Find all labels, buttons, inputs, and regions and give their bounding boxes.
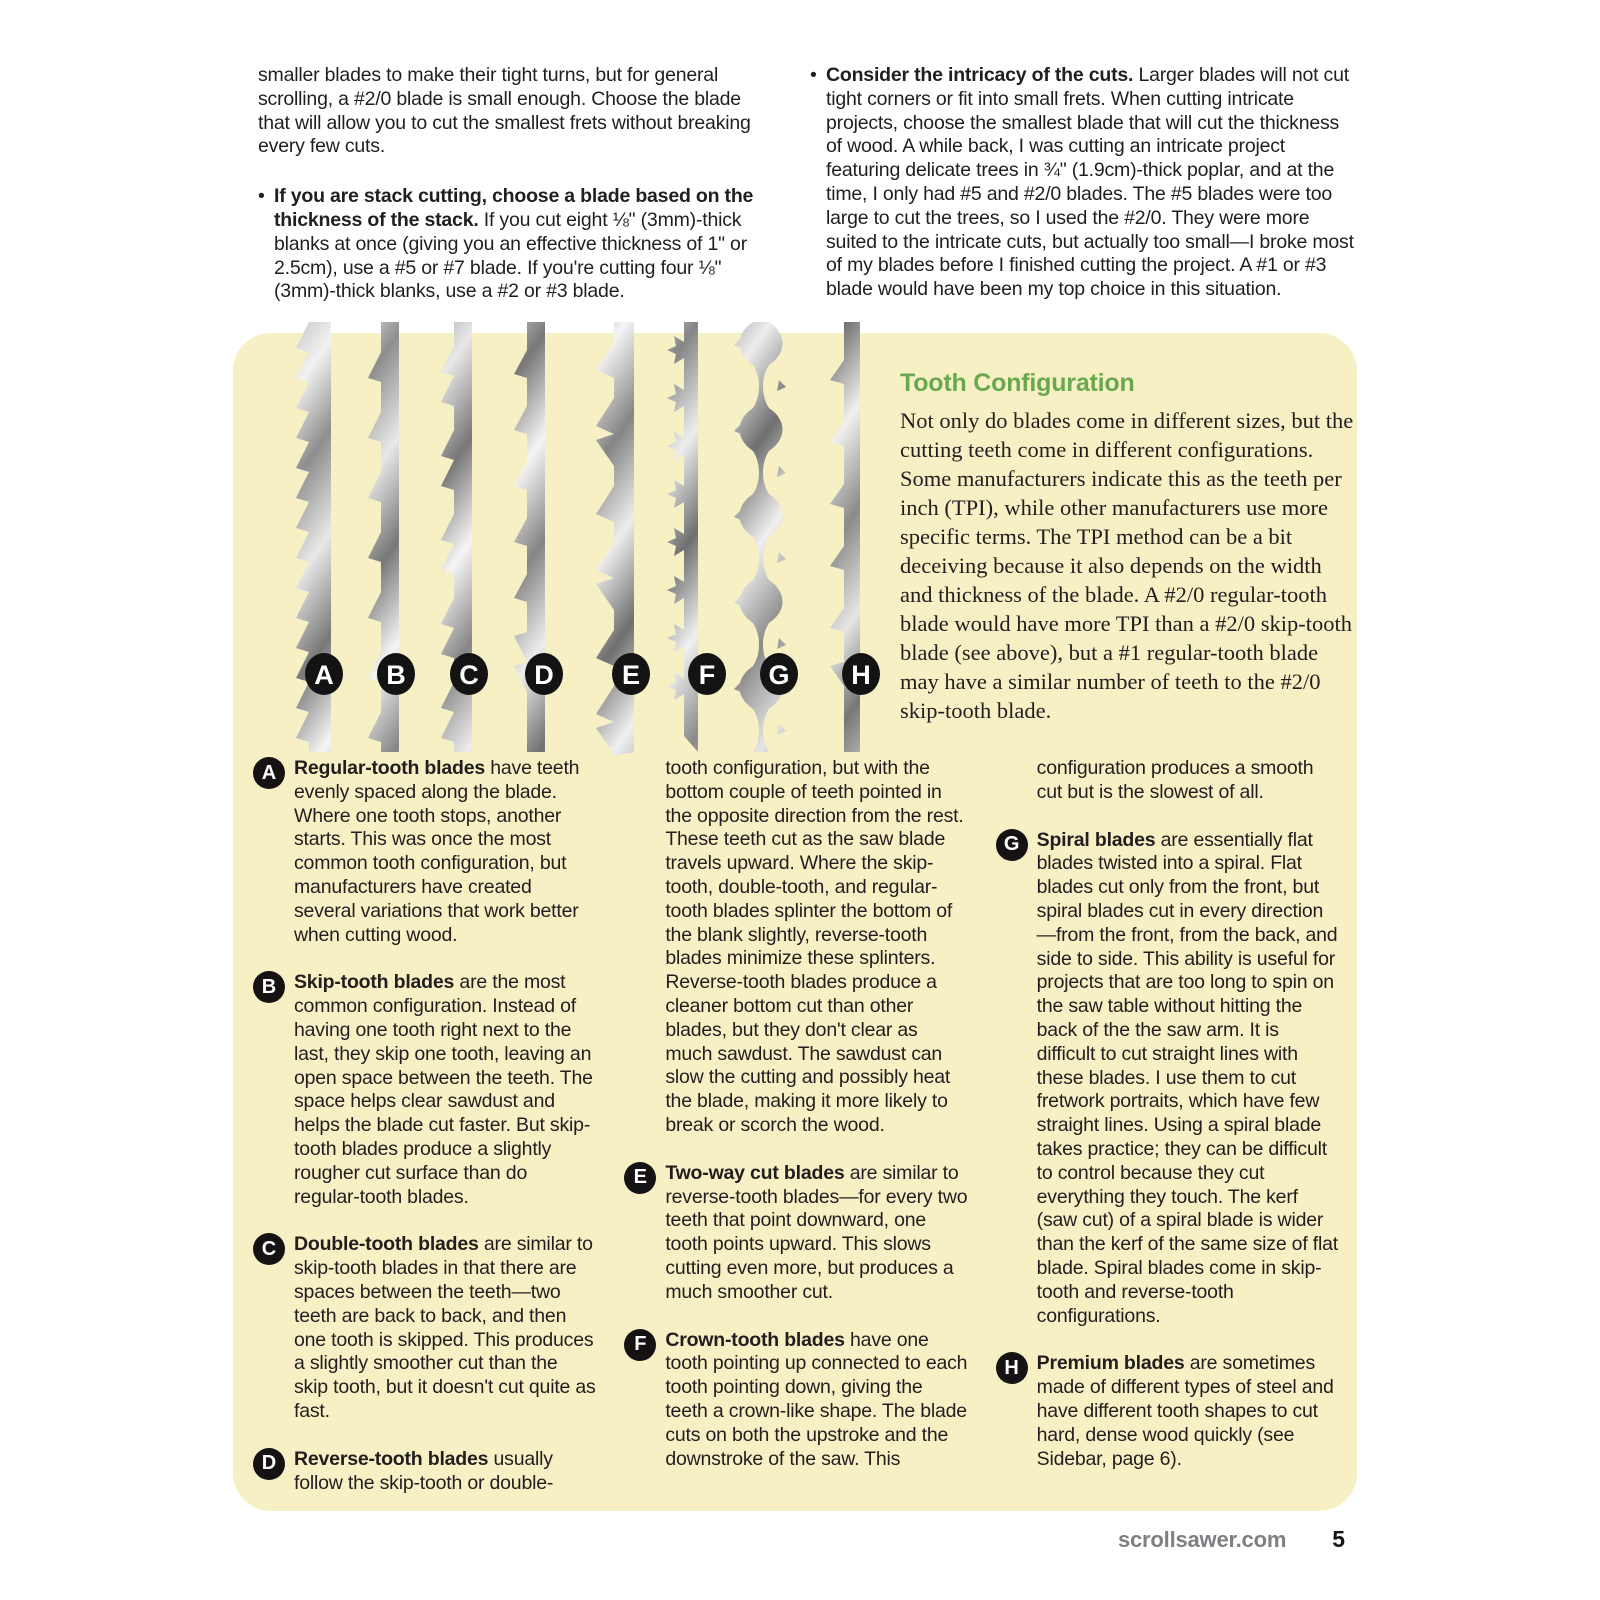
footer-page-number: 5	[1332, 1526, 1345, 1552]
item-text: Spiral blades are essentially flat blades twisted into a spiral. Flat blades cut only from the front, but spiral blades cut in every direction—from the front, from the back, and side to side. This ability is useful for projects that are too long to spin on the saw table without hitting the back of the the saw arm. It is difficult to cut straight lines with these blades. I use them to cut fretwork portraits, which have few straight lines. Using a spiral blade takes practice; they can be difficult to control because they cut everything they touch. The kerf (saw cut) of a spiral blade is wider than the kerf of the same size of flat blade. Spiral blades come in skip-tooth and reverse-tooth configurations.	[1036, 828, 1338, 1327]
blade-label-g: G	[768, 660, 790, 690]
item-text: Crown-tooth blades have one tooth pointing up connected to each tooth pointing down, giving the teeth a crown-like shape. The blade cuts on both the upstroke and the downstroke of the saw. This	[665, 1328, 968, 1470]
blade-label-f: F	[698, 660, 716, 690]
blade-item-b	[253, 971, 596, 1209]
blade-item-d-continued	[624, 757, 967, 1138]
item-letter-badge: D	[253, 1448, 285, 1480]
bullet-stack-cutting	[258, 185, 774, 304]
blade-label-a: A	[314, 660, 334, 690]
item-letter-badge: B	[253, 971, 285, 1003]
blade-item-d	[253, 1448, 596, 1496]
sidebar-body: Not only do blades come in different sizes, but the cutting teeth come in different configurations. Some manufacturers indicate this as the teeth per inch (TPI), while other manufacturers use more specific terms. The TPI method can be a bit deceiving because it also depends on the width and thickness of the blade. A #2/0 regular-tooth blade would have more TPI than a #2/0 skip-tooth blade (see above), but a #1 regular-tooth blade may have a similar number of teeth to the #2/0 skip-tooth blade.	[900, 408, 1354, 723]
footer-site-name: scrollsawer.com	[1117, 1527, 1287, 1552]
blade-item-f	[624, 1329, 967, 1472]
intro-section	[258, 64, 1356, 304]
blade-descriptions	[253, 757, 1339, 1495]
item-text: Two-way cut blades are similar to reverse-tooth blades—for every two teeth that point downward, one tooth points upward. This slows cutting even more, but produces a much smoother cut.	[665, 1161, 968, 1303]
blade-item-h	[996, 1352, 1339, 1471]
bullet-lead: If you are stack cutting, choose a blade based on the thickness of the stack.	[274, 185, 754, 231]
bullet-dot: •	[258, 185, 265, 208]
description-column-1	[253, 757, 596, 1495]
blade-letter-badges	[305, 653, 880, 695]
sidebar-heading: Tooth Configuration	[900, 369, 1135, 397]
blade-item-f-continued	[996, 757, 1339, 805]
blade-item-e	[624, 1162, 967, 1305]
blade-item-g	[996, 829, 1339, 1329]
tooth-configuration-sidebar	[900, 369, 1355, 725]
item-text: configuration produces a smooth cut but is the slowest of all.	[1036, 757, 1314, 803]
bullet-dot: •	[810, 64, 817, 86]
item-text: Reverse-tooth blades usually follow the skip-tooth or double-	[294, 1447, 554, 1494]
blade-label-b: B	[386, 660, 406, 690]
blade-label-c: C	[459, 660, 479, 690]
blade-item-a	[253, 757, 596, 947]
item-letter-badge: H	[996, 1352, 1028, 1384]
blade-illustrations	[279, 322, 886, 752]
blade-item-c	[253, 1233, 596, 1423]
item-letter-badge: G	[996, 829, 1028, 861]
item-text: Skip-tooth blades are the most common configuration. Instead of having one tooth right next to the last, they skip one tooth, leaving an open space between the teeth. The space helps clear sawdust and helps the blade cut faster. But skip-tooth blades produce a slightly rougher cut surface than do regular-tooth blades.	[294, 971, 593, 1208]
tooth-configuration-panel	[233, 333, 1357, 1511]
item-text: Premium blades are sometimes made of different types of steel and have different tooth shapes to cut hard, dense wood quickly (see Sidebar, page 6).	[1036, 1352, 1334, 1470]
description-column-2	[624, 757, 967, 1495]
blade-label-e: E	[621, 660, 641, 690]
item-text: tooth configuration, but with the bottom couple of teeth pointed in the opposite direction from the rest. These teeth cut as the saw blade travels upward. Where the skip-tooth, double-tooth, and regular-tooth blades splinter the bottom of the blank slightly, reverse-tooth blades minimize these splinters. Reverse-tooth blades produce a cleaner bottom cut than other blades, but they don't clear as much sawdust. The sawdust can slow the cutting and possibly heat the blade, making it more likely to break or scorch the wood.	[665, 757, 964, 1136]
blade-label-h: H	[851, 660, 871, 690]
item-text: Double-tooth blades are similar to skip-tooth blades in that there are spaces between the teeth—two teeth are back to back, and then one tooth is skipped. This produces a slightly smoother cut than the skip tooth, but it doesn't cut quite as fast.	[294, 1233, 596, 1422]
item-letter-badge: C	[253, 1233, 285, 1265]
bullet-body: If you cut eight ⅛" (3mm)-thick blanks at once (giving you an effective thickness of 1" or 2.5cm), use a #5 or #7 blade. If you're cutting four ⅛" (3mm)-thick blanks, use a #2 or #3 blade.	[274, 208, 747, 303]
bullet-body: Larger blades will not cut tight corners or fit into small frets. When cutting intricate projects, choose the smallest blade that will cut the thickness of wood. A while back, I was cutting an intricate project featuring delicate trees in ¾" (1.9cm)-thick poplar, and at the time, I only had #5 and #2/0 blades. The #5 blades were too large to cut the trees, so I used the #2/0. They were more suited to the intricate cuts, but actually too small—I broke most of my blades before I finished cutting the project. A #1 or #3 blade would have been my top choice in this situation.	[826, 64, 1354, 301]
intro-left-column	[258, 64, 774, 304]
description-column-3	[996, 757, 1339, 1495]
bullet-lead: Consider the intricacy of the cuts.	[826, 64, 1134, 86]
blade-label-d: D	[534, 660, 554, 690]
intro-right-column	[810, 64, 1356, 304]
bullet-intricacy	[810, 64, 1356, 302]
item-letter-badge: E	[624, 1162, 656, 1194]
page-footer	[1118, 1526, 1345, 1553]
intro-continued-paragraph: smaller blades to make their tight turns, but for general scrolling, a #2/0 blade is small enough. Choose the blade that will allow you to cut the smallest frets without breaking every few cuts.	[258, 64, 751, 158]
item-letter-badge: A	[253, 757, 285, 789]
item-letter-badge: F	[624, 1329, 656, 1361]
item-text: Regular-tooth blades have teeth evenly spaced along the blade. Where one tooth stops, another starts. This was once the most common tooth configuration, but manufacturers have created several variations that work better when cutting wood.	[294, 757, 580, 946]
